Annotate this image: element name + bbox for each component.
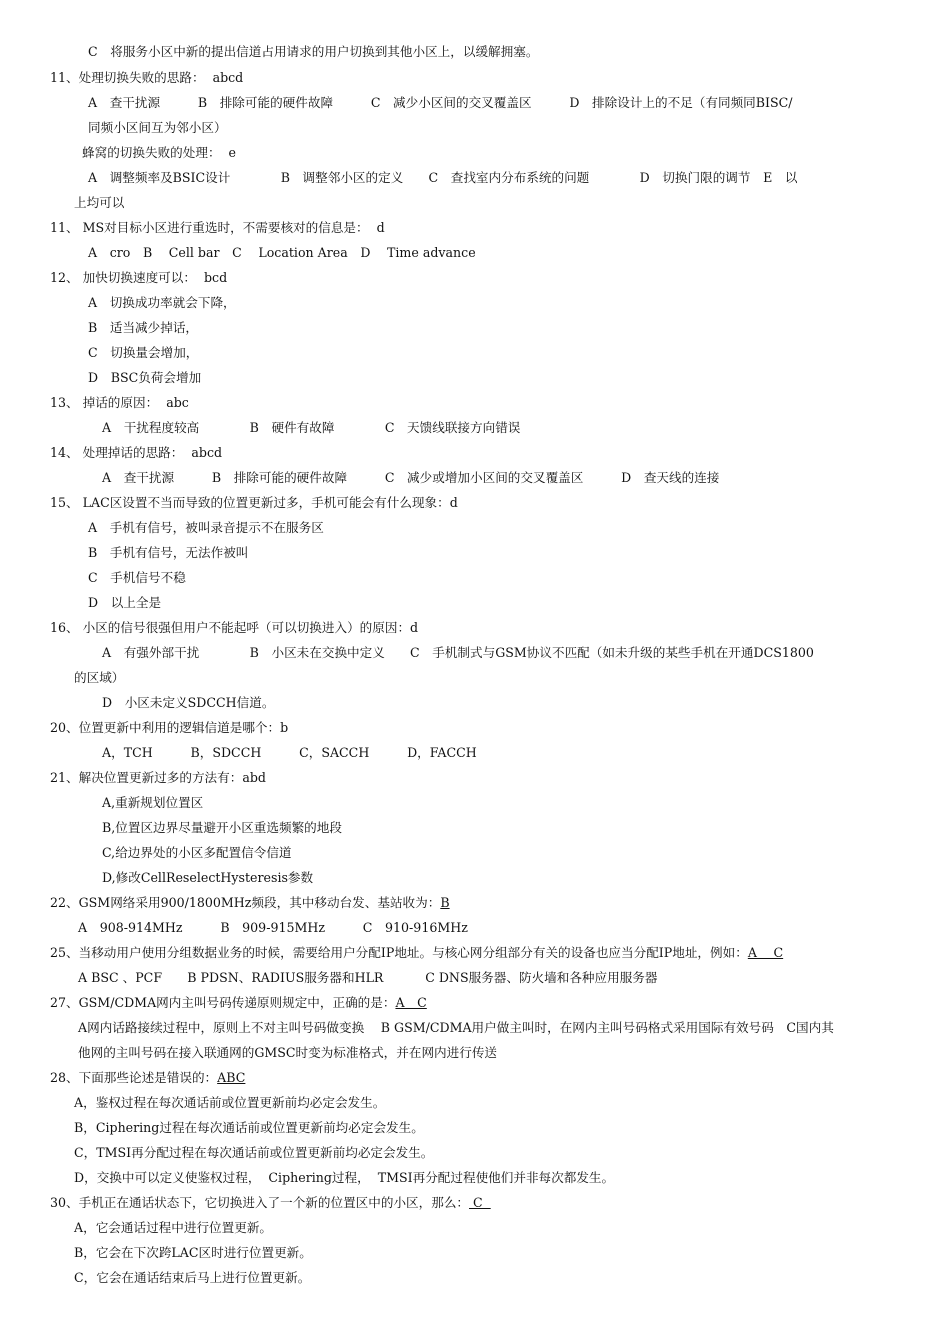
text-line: [78, 1045, 497, 1061]
text-line: [102, 645, 814, 661]
line-text: 蜂窝的切换失败的处理： e: [82, 145, 236, 160]
answer-underlined: B: [440, 895, 450, 910]
text-line: [88, 595, 161, 611]
line-text: A 查干扰源 B 排除可能的硬件故障 C 减少或增加小区间的交叉覆盖区 D 查天线的连接: [102, 470, 720, 485]
line-text: A 查干扰源 B 排除可能的硬件故障 C 减少小区间的交叉覆盖区 D 排除设计上的不足（有同频同BISC/: [88, 95, 793, 110]
line-text: 上均可以: [74, 195, 125, 210]
line-text: A BSC 、PCF B PDSN、RADIUS服务器和HLR C DNS服务器、防火墙和各种应用服务器: [78, 970, 658, 985]
line-text: 27、GSM/CDMA网内主叫号码传递原则规定中，正确的是：: [50, 995, 396, 1010]
line-text: 22、GSM网络采用900/1800MHz频段，其中移动台发、基站收为：: [50, 895, 441, 910]
line-text: B 手机有信号，无法作被叫: [88, 545, 249, 560]
text-line: [82, 145, 236, 161]
line-text: A 手机有信号，被叫录音提示不在服务区: [88, 520, 324, 535]
line-text: 11、 MS对目标小区进行重选时，不需要核对的信息是： d: [50, 220, 385, 235]
line-text: A 干扰程度较高 B 硬件有故障 C 天馈线联接方向错误: [102, 420, 521, 435]
line-text: B,位置区边界尽量避开小区重选频繁的地段: [102, 820, 342, 835]
line-text: B，Ciphering过程在每次通话前或位置更新前均必定会发生。: [74, 1120, 424, 1135]
line-text: 15、 LAC区设置不当而导致的位置更新过多，手机可能会有什么现象：d: [50, 495, 458, 510]
line-text: A，鉴权过程在每次通话前或位置更新前均必定会发生。: [74, 1095, 386, 1110]
text-line: [74, 670, 124, 686]
text-line: [102, 795, 203, 811]
line-text: 21、解决位置更新过多的方法有：abd: [50, 770, 266, 785]
line-text: 11、处理切换失败的思路： abcd: [50, 70, 244, 85]
text-line: [50, 620, 418, 636]
text-line: [50, 1070, 245, 1086]
text-line: [88, 570, 186, 586]
line-text: 28、下面那些论述是错误的：: [50, 1070, 218, 1085]
line-text: A 调整频率及BSIC设计 B 调整邻小区的定义 C 查找室内分布系统的问题 D 切换门限的调节 E 以: [88, 170, 798, 185]
line-text: A网内话路接续过程中，原则上不对主叫号码做变换 B GSM/CDMA用户做主叫时，在网内主叫号码格式采用国际有效号码 C国内其: [78, 1020, 834, 1035]
line-text: A，TCH B，SDCCH C，SACCH D，FACCH: [102, 745, 477, 760]
text-line: [88, 545, 248, 561]
line-text: A 切换成功率就会下降，: [88, 295, 236, 310]
line-text: C 切换量会增加，: [88, 345, 199, 360]
text-line: [74, 1245, 312, 1261]
line-text: D,修改CellReselectHysteresis参数: [102, 870, 314, 885]
text-line: [50, 70, 243, 86]
text-line: [88, 345, 198, 361]
text-line: [88, 245, 476, 261]
line-text: 20、位置更新中利用的逻辑信道是哪个：b: [50, 720, 289, 735]
line-text: C 手机信号不稳: [88, 570, 186, 585]
line-text: C,给边界处的小区多配置信令信道: [102, 845, 292, 860]
text-line: [88, 44, 538, 60]
line-text: B，它会在下次跨LAC区时进行位置更新。: [74, 1245, 312, 1260]
text-line: [102, 870, 313, 886]
text-line: [88, 120, 227, 136]
text-line: [102, 845, 292, 861]
text-line: [102, 470, 719, 486]
answer-underlined: A C: [395, 995, 427, 1010]
line-text: 12、 加快切换速度可以： bcd: [50, 270, 228, 285]
line-text: D 小区未定义SDCCH信道。: [102, 695, 275, 710]
line-text: A，它会通话过程中进行位置更新。: [74, 1220, 273, 1235]
line-text: D，交换中可以定义使鉴权过程， Ciphering过程， TMSI再分配过程使他们并非每次都发生。: [74, 1170, 615, 1185]
answer-underlined: A C: [747, 945, 784, 960]
text-line: [50, 395, 189, 411]
text-line: [74, 1120, 424, 1136]
line-text: 13、 掉话的原因： abc: [50, 395, 189, 410]
text-line: [50, 270, 227, 286]
answer-underlined: ABC: [217, 1070, 246, 1085]
line-text: A,重新规划位置区: [102, 795, 204, 810]
answer-underlined: C: [469, 1195, 491, 1210]
line-text: 的区域）: [74, 670, 125, 685]
line-text: 30、手机正在通话状态下，它切换进入了一个新的位置区中的小区，那么：: [50, 1195, 470, 1210]
text-line: [102, 420, 520, 436]
text-line: [102, 695, 274, 711]
text-line: [50, 945, 783, 961]
line-text: A 有强外部干扰 B 小区未在交换中定义 C 手机制式与GSM协议不匹配（如未升级的某些手机在开通DCS1800: [102, 645, 814, 660]
line-text: C，TMSI再分配过程在每次通话前或位置更新前均必定会发生。: [74, 1145, 434, 1160]
text-line: [78, 1020, 834, 1036]
line-text: 16、 小区的信号很强但用户不能起呼（可以切换进入）的原因：d: [50, 620, 419, 635]
text-line: [50, 720, 288, 736]
text-line: [50, 995, 427, 1011]
text-line: [50, 495, 458, 511]
line-text: A 908-914MHz B 909-915MHz C 910-916MHz: [78, 920, 468, 935]
line-text: 25、当移动用户使用分组数据业务的时候，需要给用户分配IP地址。与核心网分组部分有关的设备也应当分配IP地址，例如：: [50, 945, 748, 960]
text-line: [78, 920, 468, 936]
text-line: [74, 1220, 272, 1236]
text-line: [88, 370, 201, 386]
line-text: D 以上全是: [88, 595, 162, 610]
line-text: B 适当减少掉话，: [88, 320, 199, 335]
text-line: [74, 1145, 433, 1161]
line-text: 14、 处理掉话的思路： abcd: [50, 445, 223, 460]
line-text: D BSC负荷会增加: [88, 370, 202, 385]
text-line: [50, 895, 450, 911]
text-line: [50, 445, 222, 461]
text-line: [50, 220, 385, 236]
text-line: [78, 970, 658, 986]
line-text: C 将服务小区中新的提出信道占用请求的用户切换到其他小区上，以缓解拥塞。: [88, 44, 539, 59]
text-line: [50, 1195, 491, 1211]
text-line: [102, 820, 342, 836]
text-line: [88, 320, 198, 336]
text-line: [50, 770, 266, 786]
text-line: [74, 1270, 310, 1286]
line-text: A cro B Cell bar C Location Area D Time advance: [88, 245, 476, 260]
text-line: [88, 95, 793, 111]
text-line: [102, 745, 477, 761]
line-text: C，它会在通话结束后马上进行位置更新。: [74, 1270, 311, 1285]
line-text: 他网的主叫号码在接入联通网的GMSC时变为标准格式，并在网内进行传送: [78, 1045, 498, 1060]
text-line: [88, 295, 236, 311]
line-text: 同频小区间互为邻小区）: [88, 120, 227, 135]
text-line: [74, 195, 124, 211]
text-line: [74, 1095, 385, 1111]
text-line: [74, 1170, 614, 1186]
text-line: [88, 520, 324, 536]
text-line: [88, 170, 797, 186]
